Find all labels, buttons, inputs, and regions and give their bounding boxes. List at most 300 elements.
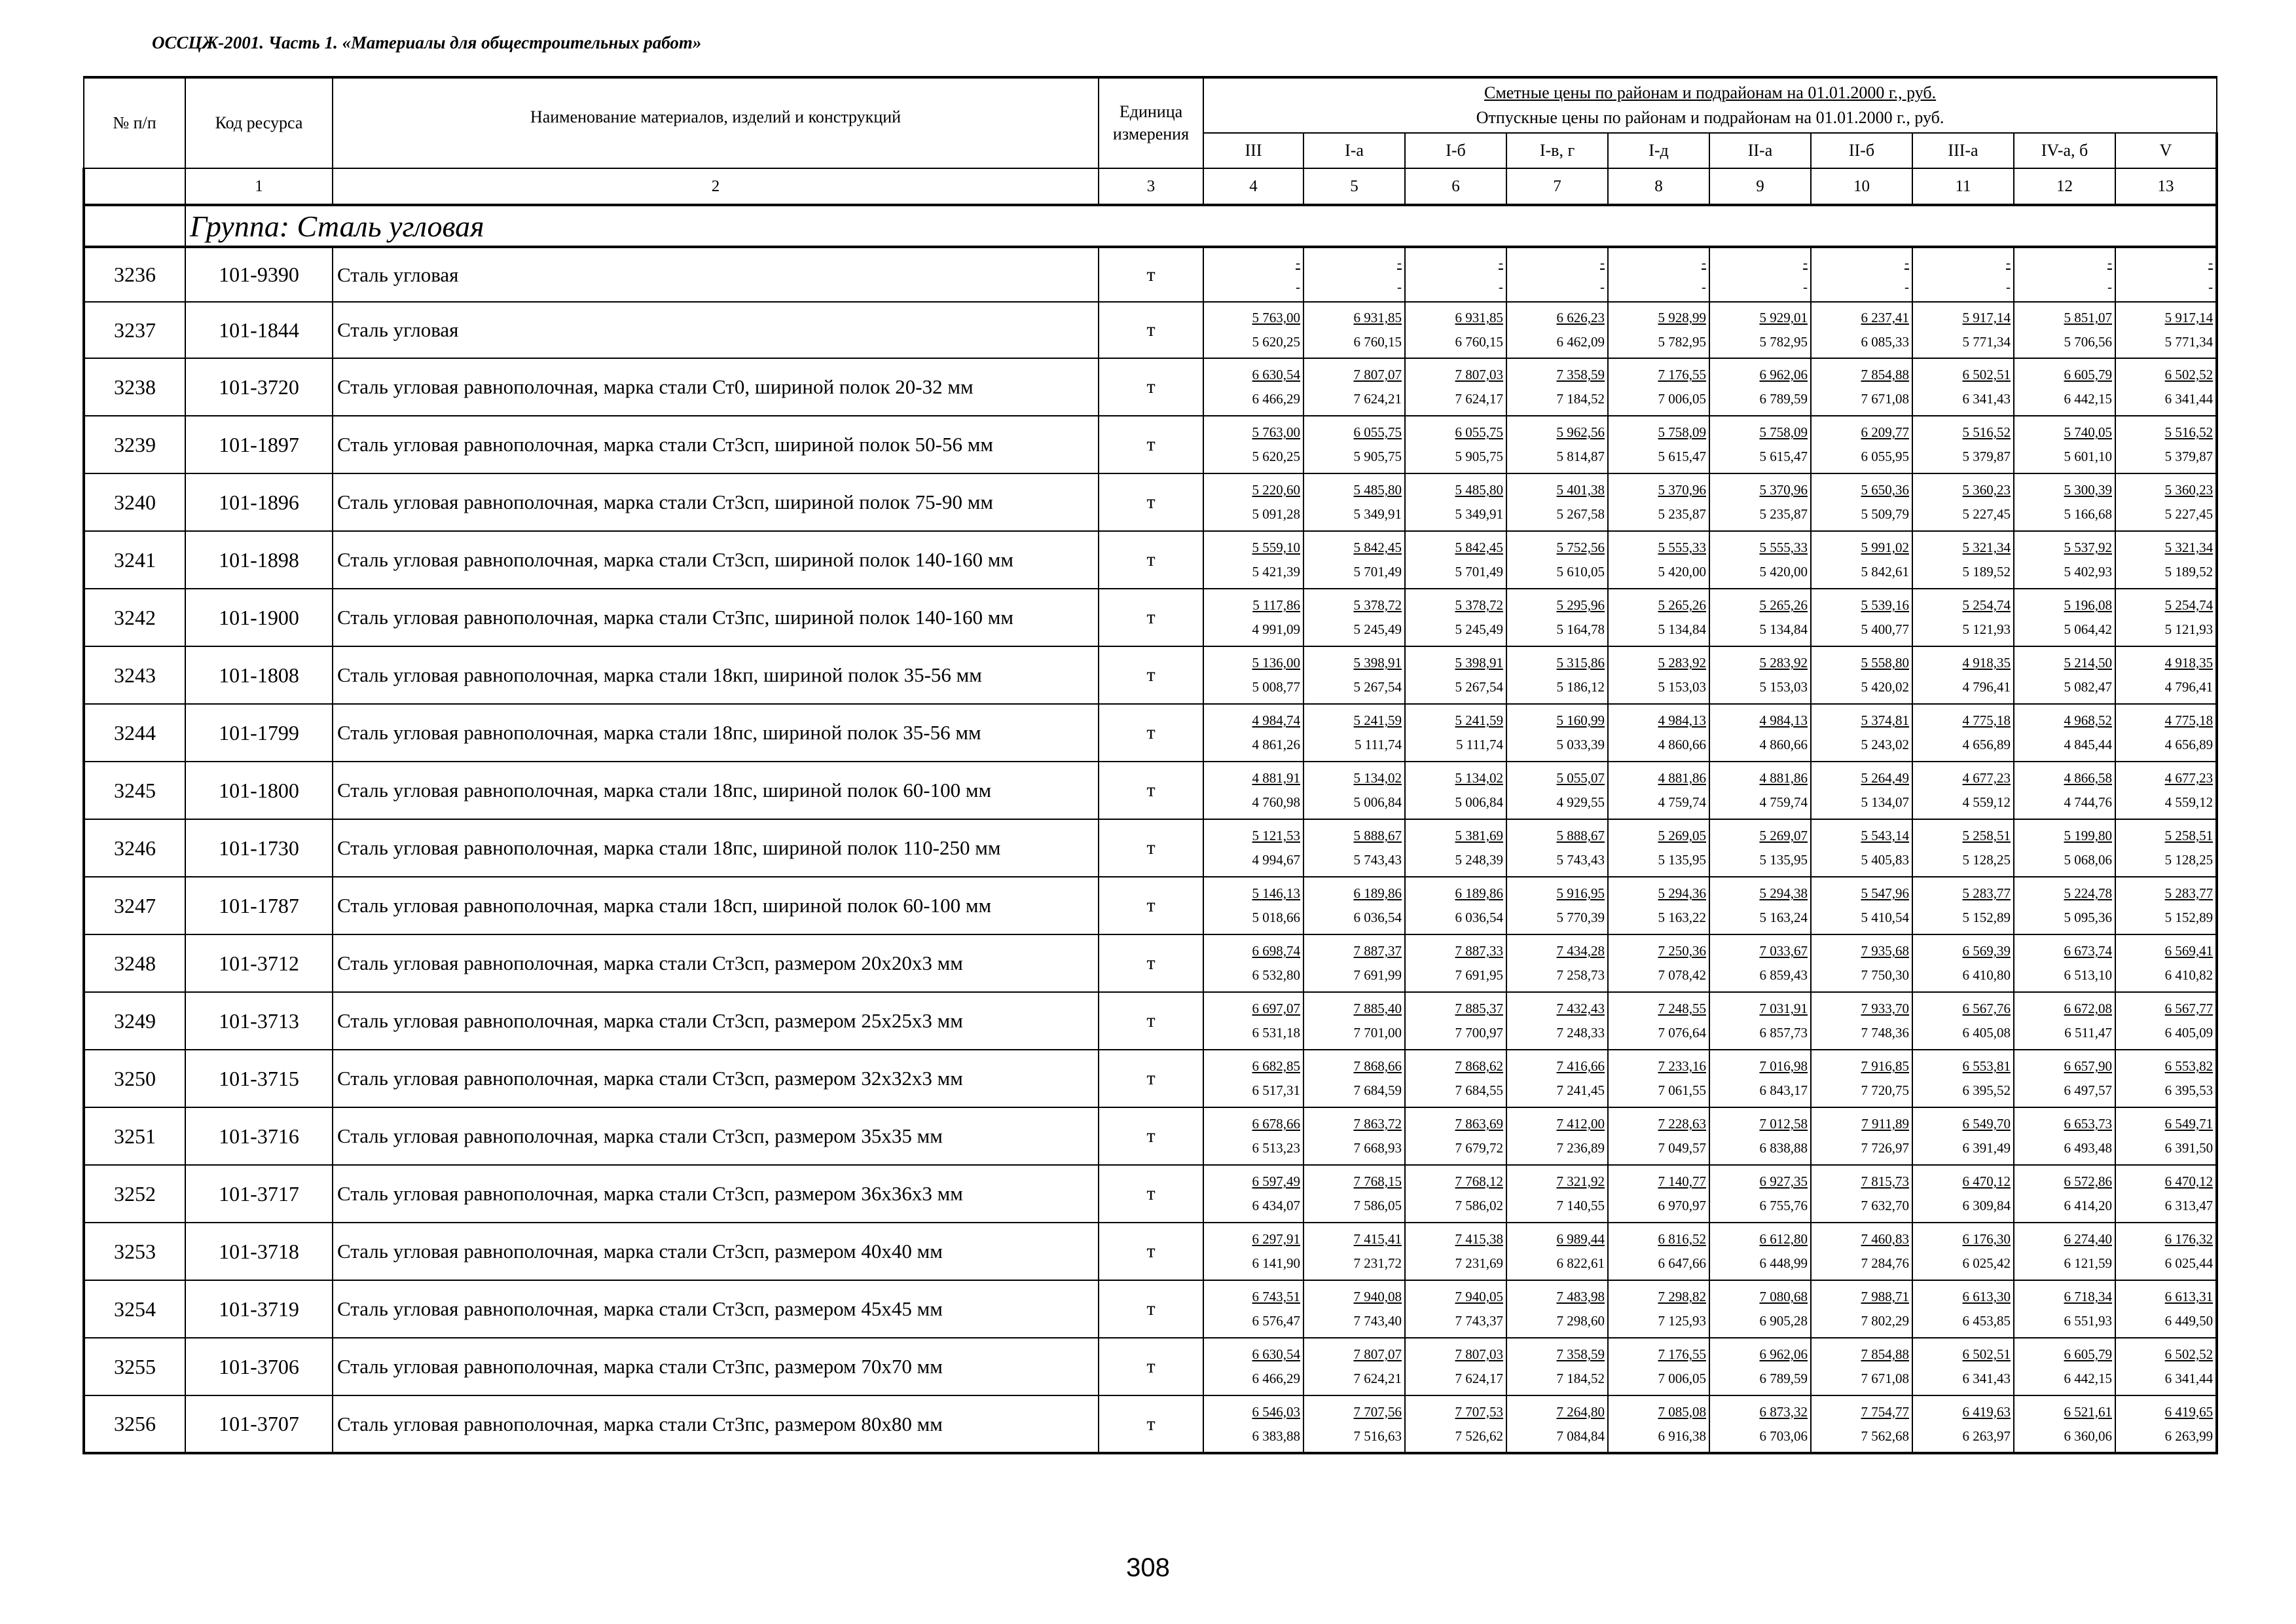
estimated-price: 7 863,69	[1455, 1116, 1503, 1132]
price-cell	[2115, 819, 2217, 877]
release-price: 4 656,89	[2164, 737, 2214, 752]
estimated-price: 5 851,07	[2064, 310, 2112, 325]
release-price: 5 189,52	[2164, 564, 2214, 580]
price-cell	[1203, 416, 1303, 473]
price-cell	[1608, 877, 1709, 934]
estimated-price: -	[1296, 254, 1300, 270]
release-price: 6 341,43	[1962, 1371, 2011, 1386]
price-cell	[1709, 358, 1811, 416]
release-price: 5 601,10	[2064, 449, 2112, 464]
region-header: II-а	[1709, 133, 1811, 168]
unit-of-measure: т	[1099, 1107, 1203, 1165]
price-cell	[1912, 358, 2014, 416]
price-cell	[1303, 992, 1405, 1050]
price-cell	[1303, 1280, 1405, 1338]
estimated-price: 6 549,70	[1962, 1116, 2011, 1132]
header-prices	[1203, 77, 2217, 133]
material-name: Сталь угловая равнополочная, марка стали Ст3сп, размером 45х45 мм	[333, 1280, 1099, 1338]
unit-of-measure: т	[1099, 589, 1203, 646]
resource-code: 101-3713	[185, 992, 333, 1050]
estimated-price: 7 935,68	[1861, 943, 1909, 959]
estimated-price: 6 521,61	[2064, 1403, 2112, 1420]
price-cell	[2014, 247, 2115, 302]
column-number: 8	[1608, 168, 1709, 205]
estimated-price: 7 483,98	[1556, 1289, 1605, 1304]
region-header: I-д	[1608, 133, 1709, 168]
table-row	[84, 819, 2217, 877]
estimated-price: 5 283,77	[2164, 885, 2214, 901]
price-cell	[2014, 589, 2115, 646]
estimated-price: 6 927,35	[1759, 1173, 1808, 1189]
release-price: 6 970,97	[1658, 1198, 1706, 1213]
price-cell	[2115, 992, 2217, 1050]
table-row	[84, 877, 2217, 934]
price-cell	[1709, 589, 1811, 646]
price-cell	[2014, 358, 2115, 416]
price-cell	[1912, 1107, 2014, 1165]
estimated-price: 5 962,56	[1556, 424, 1605, 440]
price-cell	[1203, 358, 1303, 416]
release-price: 7 684,59	[1353, 1082, 1402, 1098]
price-cell	[1203, 473, 1303, 531]
estimated-price: 6 546,03	[1252, 1403, 1300, 1420]
price-table	[82, 76, 2218, 1454]
price-cell	[2014, 1280, 2115, 1338]
release-price: 6 511,47	[2064, 1025, 2112, 1041]
table-row	[84, 302, 2217, 358]
release-price: 6 513,10	[2064, 967, 2112, 983]
release-price: 7 586,05	[1353, 1198, 1402, 1213]
estimated-price: 5 916,95	[1556, 885, 1605, 901]
price-cell	[1912, 1050, 2014, 1107]
estimated-price: 7 031,91	[1759, 1001, 1808, 1016]
price-cell	[1912, 762, 2014, 819]
row-number: 3236	[84, 247, 185, 302]
unit-of-measure: т	[1099, 877, 1203, 934]
estimated-price: 5 196,08	[2064, 597, 2112, 613]
region-header: I-а	[1303, 133, 1405, 168]
estimated-price: 5 763,00	[1252, 424, 1300, 440]
release-price: 5 410,54	[1861, 910, 1909, 925]
price-cell	[1811, 302, 1912, 358]
price-cell	[1506, 358, 1608, 416]
estimated-price: 6 613,31	[2164, 1289, 2214, 1304]
material-name: Сталь угловая равнополочная, марка стали 18кп, шириной полок 35-56 мм	[333, 646, 1099, 704]
release-price: 6 531,18	[1252, 1025, 1300, 1041]
release-price: 5 235,87	[1658, 506, 1706, 522]
estimated-price: 7 250,36	[1658, 943, 1706, 959]
release-price: 5 615,47	[1658, 449, 1706, 464]
price-cell	[1709, 646, 1811, 704]
price-cell	[1811, 247, 1912, 302]
release-price: 4 796,41	[2164, 679, 2214, 695]
estimated-price: 5 265,26	[1658, 597, 1706, 613]
unit-of-measure: т	[1099, 302, 1203, 358]
release-price: 6 036,54	[1455, 910, 1503, 925]
release-price: 6 916,38	[1658, 1428, 1706, 1444]
price-cell	[1608, 934, 1709, 992]
release-price: 5 620,25	[1252, 334, 1300, 350]
price-cell	[1608, 1280, 1709, 1338]
estimated-price: 7 868,66	[1353, 1058, 1402, 1074]
price-cell	[1203, 1223, 1303, 1280]
release-price: 5 134,84	[1759, 621, 1808, 637]
estimated-price: 4 881,86	[1759, 770, 1808, 786]
price-cell	[1405, 1165, 1506, 1223]
column-number: 1	[185, 168, 333, 205]
release-price: 5 128,25	[1962, 852, 2011, 868]
price-cell	[2014, 934, 2115, 992]
estimated-price: 7 854,88	[1861, 367, 1909, 382]
price-cell	[1912, 819, 2014, 877]
estimated-price: 5 370,96	[1759, 482, 1808, 498]
price-cell	[1506, 589, 1608, 646]
price-cell	[1506, 877, 1608, 934]
release-price: 4 759,74	[1759, 794, 1808, 810]
release-price: 5 245,49	[1353, 621, 1402, 637]
price-cell	[1811, 992, 1912, 1050]
estimated-price: 5 401,38	[1556, 482, 1605, 498]
region-header: III-а	[1912, 133, 2014, 168]
estimated-price: 7 416,66	[1556, 1058, 1605, 1074]
release-price: 5 905,75	[1353, 449, 1402, 464]
estimated-price: 7 911,89	[1861, 1116, 1909, 1132]
price-cell	[1608, 704, 1709, 762]
estimated-price: 5 378,72	[1455, 597, 1503, 613]
estimated-price: 4 677,23	[1962, 770, 2011, 786]
price-cell	[1811, 646, 1912, 704]
release-price: 7 748,36	[1861, 1025, 1909, 1041]
estimated-price: 6 055,75	[1455, 424, 1503, 440]
estimated-price: 6 572,86	[2064, 1173, 2112, 1189]
unit-of-measure: т	[1099, 819, 1203, 877]
estimated-price: 5 888,67	[1556, 828, 1605, 843]
price-cell	[1506, 762, 1608, 819]
price-cell	[1405, 819, 1506, 877]
unit-of-measure: т	[1099, 1338, 1203, 1395]
release-price: 5 091,28	[1252, 506, 1300, 522]
price-cell	[1506, 531, 1608, 589]
release-price: 5 018,66	[1252, 910, 1300, 925]
release-price: 6 755,76	[1759, 1198, 1808, 1213]
price-cell	[1608, 646, 1709, 704]
estimated-price: 5 758,09	[1759, 424, 1808, 440]
estimated-price: 7 916,85	[1861, 1058, 1909, 1074]
price-cell	[1405, 762, 1506, 819]
column-number: 4	[1203, 168, 1303, 205]
price-cell	[1506, 934, 1608, 992]
row-number: 3242	[84, 589, 185, 646]
price-cell	[1709, 1338, 1811, 1395]
price-cell	[2014, 819, 2115, 877]
unit-of-measure: т	[1099, 358, 1203, 416]
price-cell	[1506, 1395, 1608, 1453]
estimated-price: 5 758,09	[1658, 424, 1706, 440]
estimated-price: 6 553,82	[2164, 1058, 2214, 1074]
release-price: 4 656,89	[1962, 737, 2011, 752]
price-cell	[1709, 704, 1811, 762]
unit-of-measure: т	[1099, 646, 1203, 704]
resource-code: 101-1844	[185, 302, 333, 358]
estimated-price: -	[1803, 254, 1808, 270]
release-price: 5 243,02	[1861, 737, 1909, 752]
resource-code: 101-1896	[185, 473, 333, 531]
price-cell	[1203, 302, 1303, 358]
release-price: 5 349,91	[1353, 506, 1402, 522]
price-cell	[1506, 1338, 1608, 1395]
estimated-price: 6 569,39	[1962, 943, 2011, 959]
table-row	[84, 589, 2217, 646]
price-cell	[1709, 1395, 1811, 1453]
release-price: 6 859,43	[1759, 967, 1808, 983]
release-price: 5 743,43	[1353, 852, 1402, 868]
material-name: Сталь угловая равнополочная, марка стали 18пс, шириной полок 110-250 мм	[333, 819, 1099, 877]
estimated-price: 7 863,72	[1353, 1116, 1402, 1132]
release-price: 6 341,44	[2164, 391, 2214, 407]
estimated-price: 7 085,08	[1658, 1403, 1706, 1420]
price-cell	[1608, 358, 1709, 416]
price-cell	[2115, 762, 2217, 819]
release-price: 7 624,17	[1455, 1371, 1503, 1386]
price-cell	[1203, 1280, 1303, 1338]
estimated-price: 5 117,86	[1252, 597, 1300, 613]
release-price: 4 929,55	[1556, 794, 1605, 810]
estimated-price: 7 807,07	[1353, 367, 1402, 382]
price-cell	[1405, 531, 1506, 589]
estimated-price: 7 868,62	[1455, 1058, 1503, 1074]
estimated-price: 7 807,03	[1455, 1346, 1503, 1362]
price-cell	[1203, 819, 1303, 877]
column-number: 11	[1912, 168, 2014, 205]
release-price: 5 121,93	[1962, 621, 2011, 637]
price-cell	[1405, 1107, 1506, 1165]
price-cell	[2115, 473, 2217, 531]
price-cell	[1203, 589, 1303, 646]
estimated-price: 5 315,86	[1556, 655, 1605, 671]
release-price: 5 267,54	[1455, 679, 1503, 695]
price-cell	[1811, 934, 1912, 992]
estimated-price: -	[1702, 254, 1706, 270]
estimated-price: 6 626,23	[1556, 310, 1605, 325]
release-price: 7 184,52	[1556, 1371, 1605, 1386]
estimated-price: 5 321,34	[2164, 540, 2214, 555]
column-number-blank	[84, 168, 185, 205]
estimated-price: 5 121,53	[1252, 828, 1300, 843]
price-cell	[1405, 416, 1506, 473]
release-price: 5 111,74	[1355, 737, 1402, 752]
release-price: 4 994,67	[1252, 852, 1300, 868]
estimated-price: 6 989,44	[1556, 1231, 1605, 1247]
release-price: 7 184,52	[1556, 391, 1605, 407]
release-price: 7 668,93	[1353, 1140, 1402, 1156]
estimated-price: 5 360,23	[1962, 482, 2011, 498]
estimated-price: 6 682,85	[1252, 1058, 1300, 1074]
price-cell	[1303, 416, 1405, 473]
column-number: 12	[2014, 168, 2115, 205]
price-cell	[1912, 1280, 2014, 1338]
release-price: 5 189,52	[1962, 564, 2011, 580]
price-cell	[1608, 992, 1709, 1050]
release-price: 6 843,17	[1759, 1082, 1808, 1098]
table-row	[84, 531, 2217, 589]
price-cell	[1303, 819, 1405, 877]
price-cell	[2014, 646, 2115, 704]
estimated-price: 5 254,74	[2164, 597, 2214, 613]
price-cell	[1203, 1050, 1303, 1107]
release-price: 4 759,74	[1658, 794, 1706, 810]
estimated-price: 5 917,14	[2164, 310, 2214, 325]
estimated-price: 6 419,63	[1962, 1403, 2011, 1420]
release-price: 6 263,97	[1962, 1428, 2011, 1444]
release-price: 7 750,30	[1861, 967, 1909, 983]
estimated-price: 5 516,52	[1962, 424, 2011, 440]
release-price: -	[1702, 278, 1706, 295]
release-price: 5 166,68	[2064, 506, 2112, 522]
material-name: Сталь угловая	[333, 247, 1099, 302]
estimated-price: 6 673,74	[2064, 943, 2112, 959]
release-price: 5 771,34	[2164, 334, 2214, 350]
estimated-price: 7 228,63	[1658, 1116, 1706, 1132]
price-cell	[1405, 704, 1506, 762]
estimated-price: 7 321,92	[1556, 1173, 1605, 1189]
estimated-price: -	[1499, 254, 1503, 270]
estimated-price: 7 248,55	[1658, 1001, 1706, 1016]
release-price: 6 517,31	[1252, 1082, 1300, 1098]
release-price: 5 814,87	[1556, 449, 1605, 464]
estimated-price: 7 885,37	[1455, 1001, 1503, 1016]
column-number: 5	[1303, 168, 1405, 205]
release-price: 5 620,25	[1252, 449, 1300, 464]
release-price: 5 164,78	[1556, 621, 1605, 637]
price-cell	[2115, 704, 2217, 762]
price-cell	[1303, 1395, 1405, 1453]
table-row	[84, 704, 2217, 762]
release-price: 6 360,06	[2064, 1428, 2112, 1444]
price-cell	[1709, 1280, 1811, 1338]
resource-code: 101-1808	[185, 646, 333, 704]
column-number: 10	[1811, 168, 1912, 205]
release-price: 5 006,84	[1455, 794, 1503, 810]
price-cell	[1203, 247, 1303, 302]
release-price: 6 025,42	[1962, 1255, 2011, 1271]
release-price: 4 559,12	[2164, 794, 2214, 810]
price-cell	[1811, 1107, 1912, 1165]
estimated-price: 7 768,15	[1353, 1173, 1402, 1189]
price-cell	[1303, 1338, 1405, 1395]
price-cell	[1608, 416, 1709, 473]
price-cell	[1303, 934, 1405, 992]
price-cell	[1608, 302, 1709, 358]
estimated-price: 7 933,70	[1861, 1001, 1909, 1016]
release-price: 5 405,83	[1861, 852, 1909, 868]
price-cell	[1405, 877, 1506, 934]
release-price: 6 442,15	[2064, 1371, 2112, 1386]
estimated-price: 6 630,54	[1252, 367, 1300, 382]
price-cell	[2014, 416, 2115, 473]
price-cell	[1405, 473, 1506, 531]
estimated-price: 4 984,74	[1252, 712, 1300, 728]
release-price: 5 135,95	[1759, 852, 1808, 868]
release-price: 5 743,43	[1556, 852, 1605, 868]
estimated-price: -	[1904, 254, 1909, 270]
estimated-price: 5 555,33	[1658, 540, 1706, 555]
column-number: 3	[1099, 168, 1203, 205]
price-cell	[1506, 247, 1608, 302]
group-title: Группа: Сталь угловая	[185, 205, 2217, 247]
release-price: 6 414,20	[2064, 1198, 2112, 1213]
price-cell	[2115, 531, 2217, 589]
price-cell	[1303, 877, 1405, 934]
table-row	[84, 992, 2217, 1050]
header-name: Наименование материалов, изделий и конструкций	[333, 77, 1099, 168]
estimated-price: 7 412,00	[1556, 1116, 1605, 1132]
release-price: 5 420,00	[1658, 564, 1706, 580]
price-cell	[2115, 1338, 2217, 1395]
estimated-price: 6 502,51	[1962, 367, 2011, 382]
release-price: 4 796,41	[1962, 679, 2011, 695]
estimated-price: 7 080,68	[1759, 1289, 1808, 1304]
estimated-price: 5 055,07	[1556, 770, 1605, 786]
estimated-price: 5 300,39	[2064, 482, 2112, 498]
price-cell	[1303, 1050, 1405, 1107]
release-price: 6 263,99	[2164, 1428, 2214, 1444]
estimated-price: 6 567,77	[2164, 1001, 2214, 1016]
release-price: 6 576,47	[1252, 1313, 1300, 1329]
table-row	[84, 1107, 2217, 1165]
price-cell	[1912, 473, 2014, 531]
release-price: 5 267,58	[1556, 506, 1605, 522]
price-cell	[1203, 1395, 1303, 1453]
estimated-price: 5 294,38	[1759, 885, 1808, 901]
release-price: 7 624,17	[1455, 391, 1503, 407]
release-price: 7 006,05	[1658, 391, 1706, 407]
release-price: -	[1803, 278, 1808, 295]
material-name: Сталь угловая равнополочная, марка стали 18пс, шириной полок 60-100 мм	[333, 762, 1099, 819]
price-cell	[1303, 302, 1405, 358]
material-name: Сталь угловая	[333, 302, 1099, 358]
release-price: 5 082,47	[2064, 679, 2112, 695]
unit-of-measure: т	[1099, 1165, 1203, 1223]
release-price: 5 121,93	[2164, 621, 2214, 637]
estimated-price: 6 502,52	[2164, 1346, 2214, 1362]
estimated-price: 5 516,52	[2164, 424, 2214, 440]
estimated-price: 5 559,10	[1252, 540, 1300, 555]
estimated-price: 6 931,85	[1455, 310, 1503, 325]
release-price: 5 248,39	[1455, 852, 1503, 868]
estimated-price: 5 264,49	[1861, 770, 1909, 786]
release-price: 6 391,50	[2164, 1140, 2214, 1156]
price-cell	[1405, 992, 1506, 1050]
material-name: Сталь угловая равнополочная, марка стали Ст3сп, размером 40х40 мм	[333, 1223, 1099, 1280]
price-cell	[1811, 1395, 1912, 1453]
region-header: I-в, г	[1506, 133, 1608, 168]
estimated-price: 5 360,23	[2164, 482, 2214, 498]
release-price: 7 049,57	[1658, 1140, 1706, 1156]
release-price: -	[2006, 278, 2011, 295]
row-number: 3244	[84, 704, 185, 762]
release-price: 6 313,47	[2164, 1198, 2214, 1213]
row-number: 3249	[84, 992, 185, 1050]
estimated-price: 7 940,05	[1455, 1289, 1503, 1304]
price-cell	[1608, 473, 1709, 531]
release-price: 4 845,44	[2064, 737, 2112, 752]
estimated-price: 6 549,71	[2164, 1116, 2214, 1132]
release-price: 5 615,47	[1759, 449, 1808, 464]
price-cell	[1405, 1395, 1506, 1453]
estimated-price: 5 763,00	[1252, 310, 1300, 325]
price-cell	[2014, 1165, 2115, 1223]
price-cell	[1405, 589, 1506, 646]
